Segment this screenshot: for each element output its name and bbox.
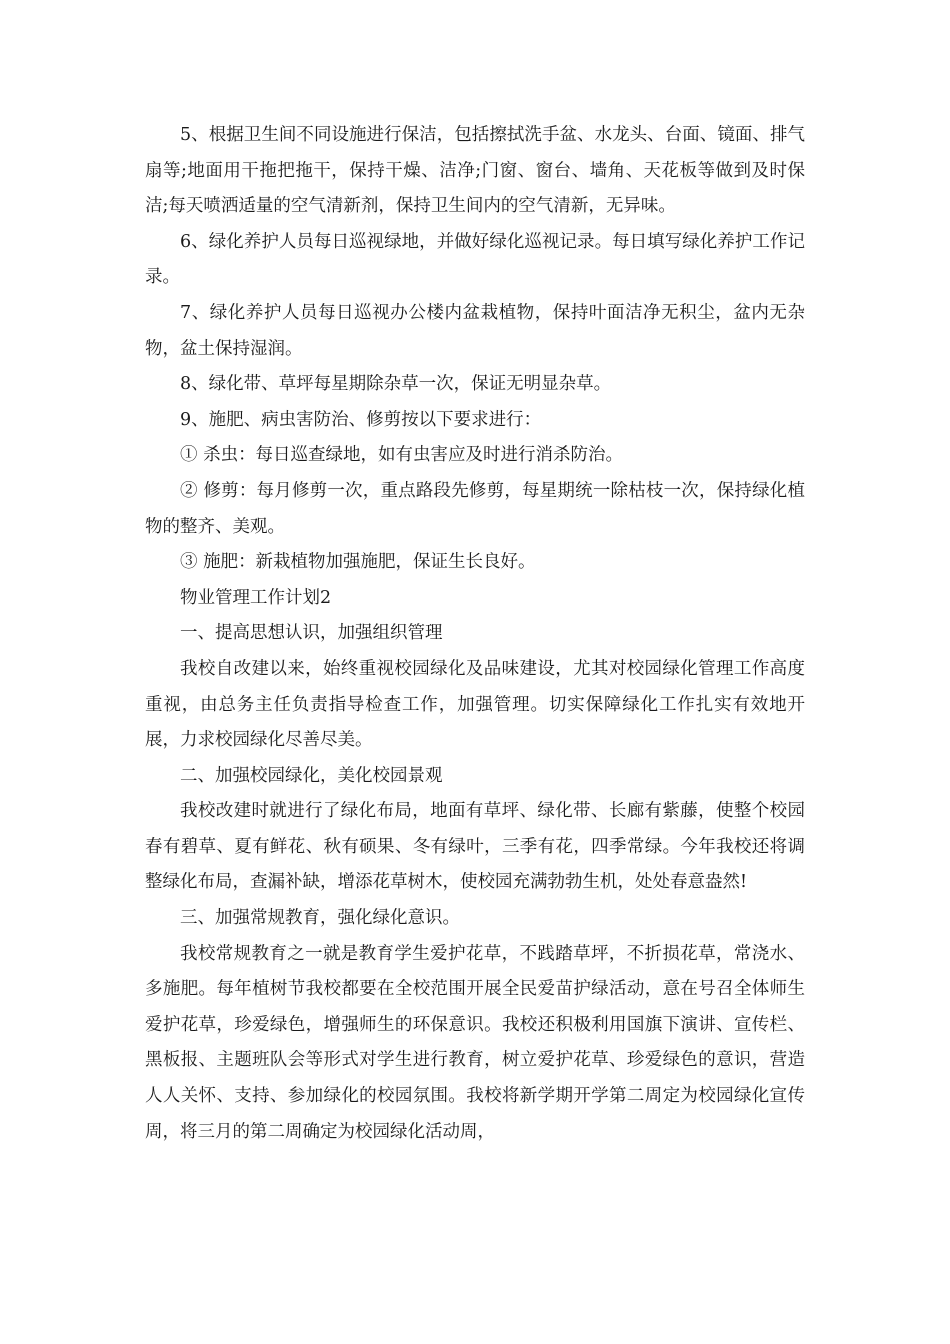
- paragraph-item-6-greenery-patrol: 6、绿化养护人员每日巡视绿地，并做好绿化巡视记录。每日填写绿化养护工作记录。: [145, 231, 805, 288]
- heading-section-two: 二、加强校园绿化，美化校园景观: [180, 765, 443, 786]
- paragraph-item-5-restroom-cleaning: 5、根据卫生间不同设施进行保洁，包括擦拭洗手盆、水龙头、台面、镜面、排气扇等;地面用干拖把拖干，保持干燥、洁净;门窗、窗台、墙角、天花板等做到及时保洁;每天喷洒适量的空气清新剂，保持卫生间内的空气清新，无异味。: [145, 125, 805, 217]
- paragraph-item-8-weeding: 8、绿化带、草坪每星期除杂草一次，保证无明显杂草。: [180, 374, 612, 395]
- document-body: [145, 118, 805, 1150]
- paragraph-pest-control: ① 杀虫：每日巡查绿地，如有虫害应及时进行消杀防治。: [180, 445, 624, 466]
- heading-section-three: 三、加强常规教育，强化绿化意识。: [180, 908, 460, 929]
- paragraph-section-two-body: 我校改建时就进行了绿化布局，地面有草坪、绿化带、长廊有紫藤，使整个校园春有碧草、夏有鲜花、秋有硕果、冬有绿叶，三季有花，四季常绿。今年我校还将调整绿化布局，查漏补缺，增添花草树木，使校园充满勃勃生机，处处春意盎然!: [145, 801, 805, 893]
- paragraph-section-one-body: 我校自改建以来，始终重视校园绿化及品味建设，尤其对校园绿化管理工作高度重视，由总务主任负责指导检查工作，加强管理。切实保障绿化工作扎实有效地开展，力求校园绿化尽善尽美。: [145, 658, 805, 751]
- paragraph-section-three-body: 我校常规教育之一就是教育学生爱护花草，不践踏草坪，不折损花草，常浇水、多施肥。每年植树节我校都要在全校范围开展全民爱苗护绿活动，意在号召全体师生爱护花草，珍爱绿色，增强师生的环保意识。我校还积极利用国旗下演讲、宣传栏、黑板报、主题班队会等形式对学生进行教育，树立爱护花草、珍爱绿色的意识，营造人人关怀、支持、参加绿化的校园氛围。我校将新学期开学第二周定为校园绿化宣传周，将三月的第二周确定为校园绿化活动周，: [145, 943, 805, 1142]
- paragraph-pruning: ② 修剪：每月修剪一次，重点路段先修剪，每星期统一除枯枝一次，保持绿化植物的整齐、美观。: [145, 480, 805, 537]
- paragraph-item-7-potted-plants: 7、绿化养护人员每日巡视办公楼内盆栽植物，保持叶面洁净无积尘，盆内无杂物，盆土保持湿润。: [145, 302, 805, 359]
- paragraph-fertilizing: ③ 施肥：新栽植物加强施肥，保证生长良好。: [180, 552, 536, 573]
- heading-section-one: 一、提高思想认识，加强组织管理: [180, 623, 443, 644]
- paragraph-item-9-requirements: 9、施肥、病虫害防治、修剪按以下要求进行：: [180, 409, 542, 430]
- section-title-plan-2: 物业管理工作计划2: [180, 587, 332, 608]
